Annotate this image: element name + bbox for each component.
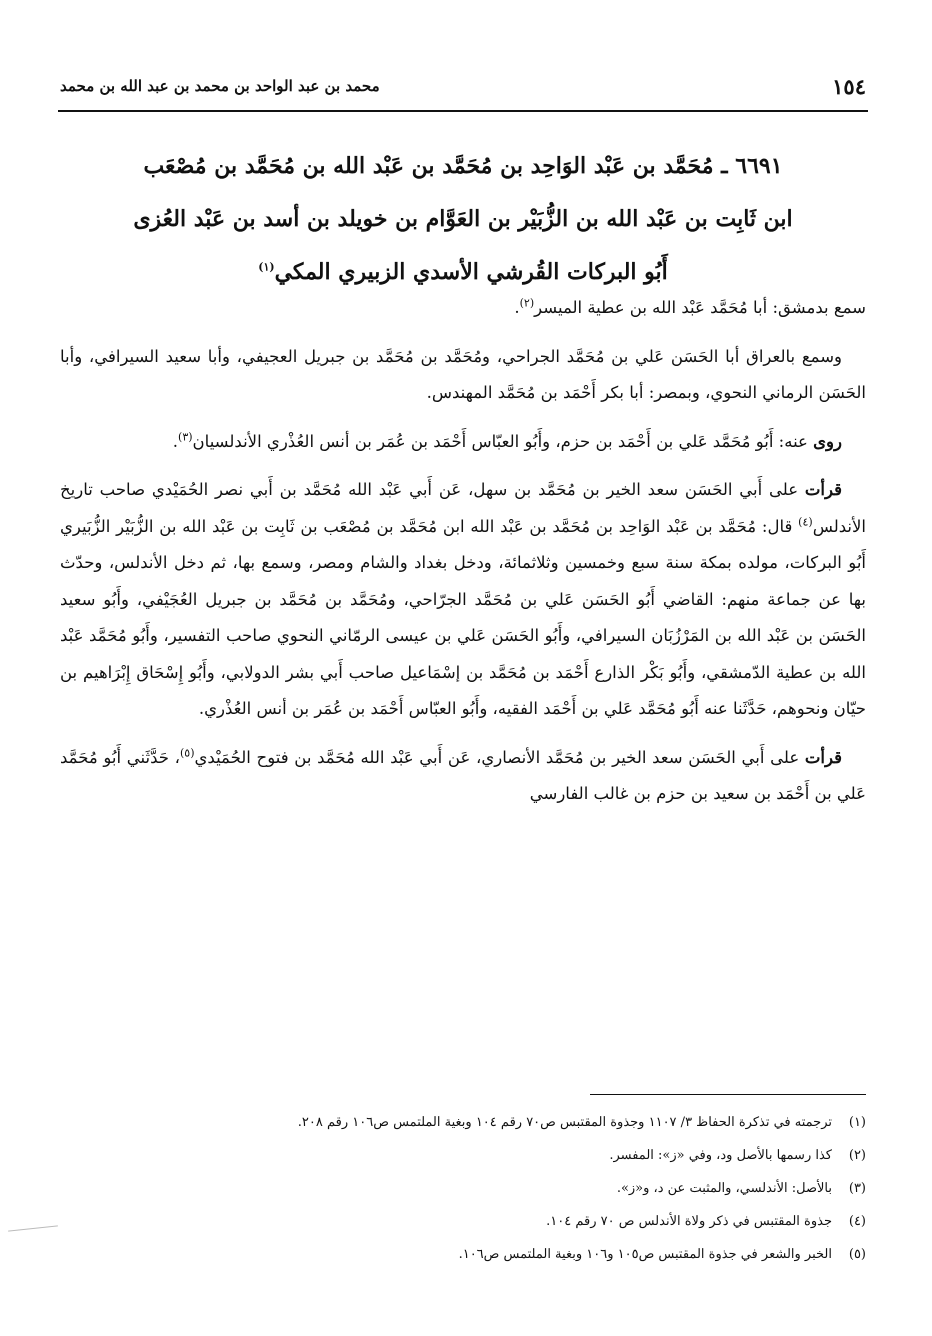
paragraph-text-continued: ، حَدَّثَني أَبُو مُحَمَّد عَلي بن أَحْمَد بن سعيد بن حزم بن غالب الفارسي <box>60 747 866 803</box>
footnote-ref-4: (٤) <box>798 515 813 528</box>
scan-artifact-line <box>8 1225 58 1231</box>
paragraph-end: . <box>514 298 520 317</box>
paragraph-text: سمع بدمشق: أبا مُحَمَّد عَبْد الله بن عطية الميسر <box>534 298 866 317</box>
footnote-number: (٤) <box>848 1214 866 1229</box>
paragraph-read-1 <box>60 472 866 728</box>
footnote <box>100 1205 866 1238</box>
paragraph-end: . <box>172 431 179 451</box>
paragraph-text: عنه: أَبُو مُحَمَّد عَلي بن أَحْمَد بن حزم، وأَبُو العبّاس أَحْمَد بن عُمَر بن أنس العُذْري الأندلسيان <box>192 431 814 451</box>
footnote-text: كذا رسمها بالأصل ود، وفي «ز»: المفسر. <box>609 1148 832 1163</box>
footnote-number: (٥) <box>848 1247 866 1262</box>
keyword-qaraat: قرأت <box>804 747 842 767</box>
paragraph-text: على أَبي الحَسَن سعد الخير بن مُحَمَّد بن سهل، عَن أَبي عَبْد الله مُحَمَّد بن أَبي نصر الحُمَيْدي صاحب تاريخ الأندلس <box>60 480 866 536</box>
main-text <box>60 290 866 813</box>
entry-title-line-2: ابن ثَابِت بن عَبْد الله بن الزُّبَيْر بن العَوَّام بن خويلد بن أسد بن عَبْد العُزى <box>133 206 793 232</box>
footnote-text: بالأصل: الأندلسي، والمثبت عن د، و«ز». <box>616 1181 832 1196</box>
footnote-ref-5: (٥) <box>179 746 195 759</box>
paragraph-heard-iraq: وسمع بالعراق أبا الحَسَن عَلي بن مُحَمَّد الجراحي، ومُحَمَّد بن مُحَمَّد بن جبريل العجيفي، وأبا سعيد السيرافي، وأبا الحَسَن الرماني النحوي، وبمصر: أبا بكر أَحْمَد بن مُحَمَّد المهندس. <box>60 346 866 402</box>
footnote-ref-2: (٢) <box>519 296 535 310</box>
entry-title-line-3-text: أَبُو البركات القُرشي الأسدي الزبيري المكي <box>274 259 668 285</box>
paragraph-heard-damascus <box>60 290 866 327</box>
footnote-text: ترجمته في تذكرة الحفاظ ٣/ ١١٠٧ وجذوة المقتبس ص٧٠ رقم ١٠٤ وبغية الملتمس ص١٠٦ رقم ٢٠٨. <box>297 1115 832 1130</box>
footnote <box>100 1172 866 1205</box>
footnote-text: الخبر والشعر في جذوة المقتبس ص١٠٥ و١٠٦ وبغية الملتمس ص١٠٦. <box>458 1247 832 1262</box>
paragraph-text-continued: قال: مُحَمَّد بن عَبْد الوَاحِد بن مُحَمَّد بن عَبْد الله ابن مُحَمَّد بن مُصْعَب بن ثَابِت بن عَبْد الله بن الزُّبَيْر الزُّبَيري أَبُو البركات، مولده بمكة سنة سبع وخمسين وثلاثمائة، ودخل بغداد والشام ومصر، وسمع بها، ثم دخل الأندلس، وحدّث بها عن جماعة منهم: القاضي أَبُو الحَسَن عَلي بن مُحَمَّد الجرّاحي، ومُحَمَّد بن مُحَمَّد بن جبريل العُجَيْفي، وأَبُو سعيد الحَسَن بن عَبْد الله بن المَرْزُبَان السيرافي، وأَبُو الحَسَن عَلي بن عيسى الرمّاني النحوي صاحب التفسير، وأَبُو مُحَمَّد عَبْد الله بن عطية الدّمشقي، وأَبُو بَكْر الذارع أَحْمَد بن مُحَمَّد بن إسْمَاعيل صاحب أَبي بشر الدولابي، وأَبُو إِسْحَاق إِبْرَاهيم بن حيّان ونحوهم، حَدَّثَنا عنه أَبُو مُحَمَّد عَلي بن أَحْمَد الفقيه، وأَبُو العبّاس أَحْمَد بن عُمَر بن أنس العُذْري. <box>60 516 866 718</box>
page-header <box>60 68 866 104</box>
paragraph-read-2 <box>60 740 866 813</box>
running-title: محمد بن عبد الواحد بن محمد بن عبد الله بن محمد <box>60 77 380 95</box>
footnote-number: (٢) <box>848 1148 866 1163</box>
footnote-number: (٣) <box>848 1181 866 1196</box>
footnotes <box>100 1106 866 1271</box>
paragraph-text: على أَبي الحَسَن سعد الخير بن مُحَمَّد الأنصاري، عَن أَبي عَبْد الله مُحَمَّد بن فتوح الحُمَيْدي <box>194 747 805 767</box>
paragraph-narrated <box>60 424 866 461</box>
keyword-rawa: روى <box>813 431 842 451</box>
footnote-ref-1: (١) <box>258 260 275 274</box>
footnote-text: جذوة المقتبس في ذكر ولاة الأندلس ص ٧٠ رقم ١٠٤. <box>546 1214 832 1229</box>
footnote <box>100 1238 866 1271</box>
footnote <box>100 1139 866 1172</box>
keyword-qaraat: قرأت <box>804 480 842 499</box>
footnote <box>100 1106 866 1139</box>
footnote-ref-3: (٣) <box>178 430 193 443</box>
page-number: ١٥٤ <box>832 73 866 99</box>
entry-title-line-1: ٦٦٩١ ـ مُحَمَّد بن عَبْد الوَاحِد بن مُحَمَّد بن عَبْد الله بن مُحَمَّد بن مُصْعَب <box>143 153 783 179</box>
footnote-number: (١) <box>848 1115 866 1130</box>
footnote-rule <box>590 1094 866 1095</box>
entry-title <box>60 140 866 299</box>
header-rule <box>58 110 868 112</box>
